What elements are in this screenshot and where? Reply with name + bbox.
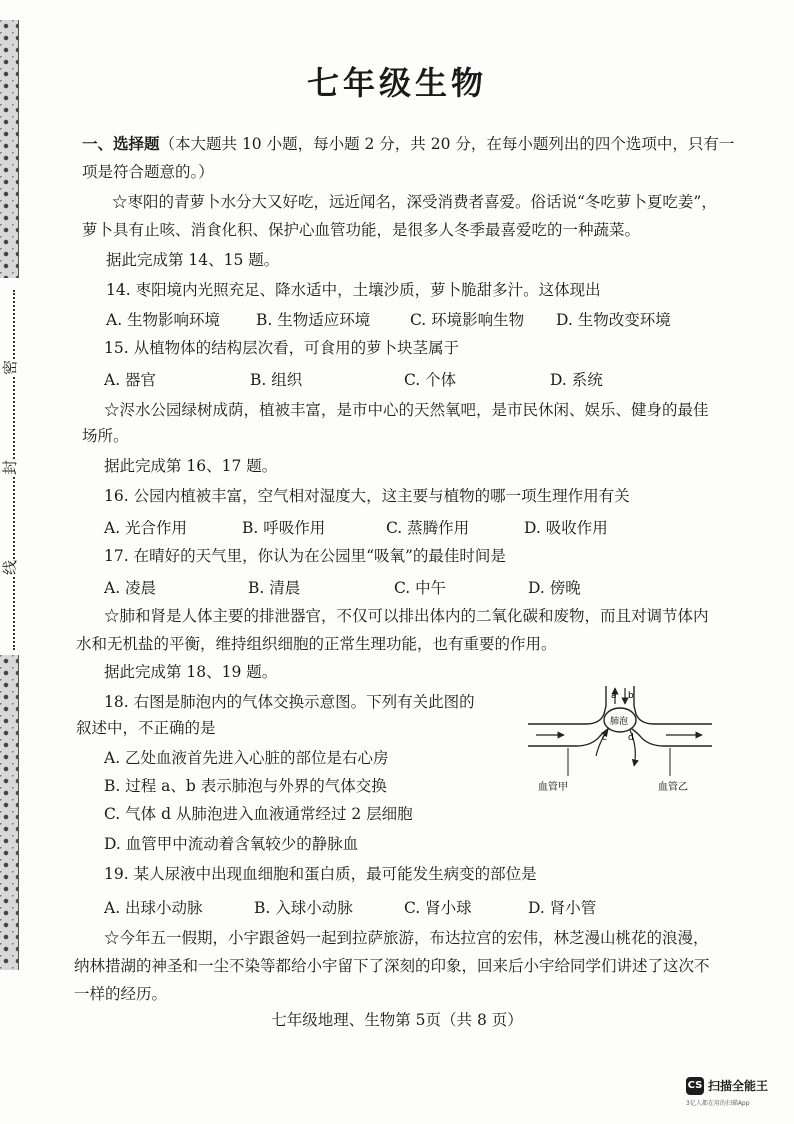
- page-title: 七年级生物: [306, 64, 487, 102]
- q19-option-b: B. 入球小动脉: [254, 899, 353, 917]
- scanner-tagline: 3亿人都在用的扫描App: [686, 1100, 750, 1107]
- label-d: d: [628, 733, 634, 743]
- q17-option-a: A. 凌晨: [104, 579, 157, 597]
- seal-char-feng: 封: [1, 459, 20, 476]
- q16-option-d: D. 吸收作用: [524, 519, 608, 537]
- q17-option-c: C. 中午: [394, 579, 447, 597]
- section-rule: （本大题共 10 小题，每小题 2 分，共 20 分，在每小题列出的四个选项中，只有一: [159, 135, 735, 153]
- passage-3-instruction: 据此完成第 18、19 题。: [104, 663, 278, 681]
- seal-char-mi: 密: [1, 359, 20, 376]
- vessel-upper-wall-right: [634, 706, 712, 724]
- q15-option-c: C. 个体: [404, 371, 457, 389]
- q19-option-a: A. 出球小动脉: [104, 899, 203, 917]
- q19-option-c: C. 肾小球: [404, 899, 472, 917]
- vessel-left-label: 血管甲: [538, 782, 568, 793]
- scanner-name: 扫描全能王: [708, 1079, 769, 1093]
- label-c: c: [602, 733, 607, 743]
- q17-option-b: B. 清晨: [248, 579, 301, 597]
- passage-1-line-1: ☆枣阳的青萝卜水分大又好吃，远近闻名，深受消费者喜爱。俗话说“冬吃萝卜夏吃姜”，: [112, 193, 717, 211]
- label-b: b: [628, 691, 634, 701]
- alveolus-diagram: [520, 684, 720, 796]
- passage-2-line-2: 场所。: [82, 427, 129, 445]
- q16-option-c: C. 蒸腾作用: [386, 519, 470, 537]
- section-rule-cont: 项是符合题意的。）: [82, 163, 214, 181]
- passage-4-line-2: 纳林措湖的神圣和一尘不染等都给小宇留下了深刻的印象，回来后小宇给同学们讲述了这次不: [74, 957, 710, 975]
- q18-option-c: C. 气体 d 从肺泡进入血液通常经过 2 层细胞: [104, 805, 413, 823]
- q16-option-b: B. 呼吸作用: [242, 519, 326, 537]
- passage-2-line-1: ☆浕水公园绿树成荫，植被丰富，是市中心的天然氧吧，是市民休闲、娱乐、健身的最佳: [104, 401, 709, 419]
- page-footer: 七年级地理、生物第 5页（共 8 页）: [271, 1011, 523, 1029]
- seal-char-xian: 线: [1, 559, 20, 576]
- q14-option-a: A. 生物影响环境: [106, 311, 221, 329]
- q15-option-b: B. 组织: [250, 371, 303, 389]
- passage-1-line-2: 萝卜具有止咳、消食化积、保护心血管功能，是很多人冬季最喜爱吃的一种蔬菜。: [82, 221, 641, 239]
- scanner-logo-icon: CS: [686, 1077, 704, 1095]
- q15-option-d: D. 系统: [550, 371, 603, 389]
- q17-stem: 17. 在晴好的天气里，你认为在公园里“吸氧”的最佳时间是: [104, 547, 506, 565]
- q15-option-a: A. 器官: [104, 371, 157, 389]
- vessel-right-label: 血管乙: [658, 782, 688, 793]
- q14-stem: 14. 枣阳境内光照充足、降水适中，土壤沙质，萝卜脆甜多汁。这体现出: [106, 281, 601, 299]
- q18-stem-2: 叙述中，不正确的是: [76, 719, 216, 737]
- q14-option-d: D. 生物改变环境: [556, 311, 671, 329]
- section-heading: 一、选择题: [82, 134, 160, 153]
- q18-stem-1: 18. 右图是肺泡内的气体交换示意图。下列有关此图的: [104, 693, 475, 711]
- passage-4-line-3: 一样的经历。: [74, 985, 168, 1003]
- passage-4-line-1: ☆今年五一假期，小宇跟爸妈一起到拉萨旅游，布达拉宫的宏伟，林芝漫山桃花的浪漫，: [104, 929, 709, 947]
- passage-2-instruction: 据此完成第 16、17 题。: [104, 457, 278, 475]
- q14-option-b: B. 生物适应环境: [256, 311, 371, 329]
- q19-option-d: D. 肾小管: [528, 899, 597, 917]
- q17-option-d: D. 傍晚: [528, 579, 581, 597]
- q16-stem: 16. 公园内植被丰富，空气相对湿度大，这主要与植物的哪一项生理作用有关: [104, 487, 630, 505]
- q18-option-b: B. 过程 a、b 表示肺泡与外界的气体交换: [104, 777, 387, 795]
- q14-option-c: C. 环境影响生物: [410, 311, 525, 329]
- binding-border-bottom: [0, 655, 19, 970]
- q19-stem: 19. 某人尿液中出现血细胞和蛋白质，最可能发生病变的部位是: [104, 865, 537, 883]
- passage-3-line-1: ☆肺和肾是人体主要的排泄器官，不仅可以排出体内的二氧化碳和废物，而且对调节体内: [104, 607, 709, 625]
- q18-option-d: D. 血管甲中流动着含氧较少的静脉血: [104, 835, 359, 853]
- q15-stem: 15. 从植物体的结构层次看，可食用的萝卜块茎属于: [104, 339, 460, 357]
- q18-option-a: A. 乙处血液首先进入心脏的部位是右心房: [104, 749, 389, 767]
- vessel-upper-wall-left: [528, 706, 606, 724]
- q16-option-a: A. 光合作用: [104, 519, 188, 537]
- alveolus-label: 肺泡: [610, 717, 629, 727]
- label-a: a: [611, 691, 617, 701]
- passage-1-instruction: 据此完成第 14、15 题。: [106, 251, 280, 269]
- passage-3-line-2: 水和无机盐的平衡，维持组织细胞的正常生理功能，也有重要的作用。: [76, 635, 557, 653]
- section-heading-line: [82, 134, 735, 154]
